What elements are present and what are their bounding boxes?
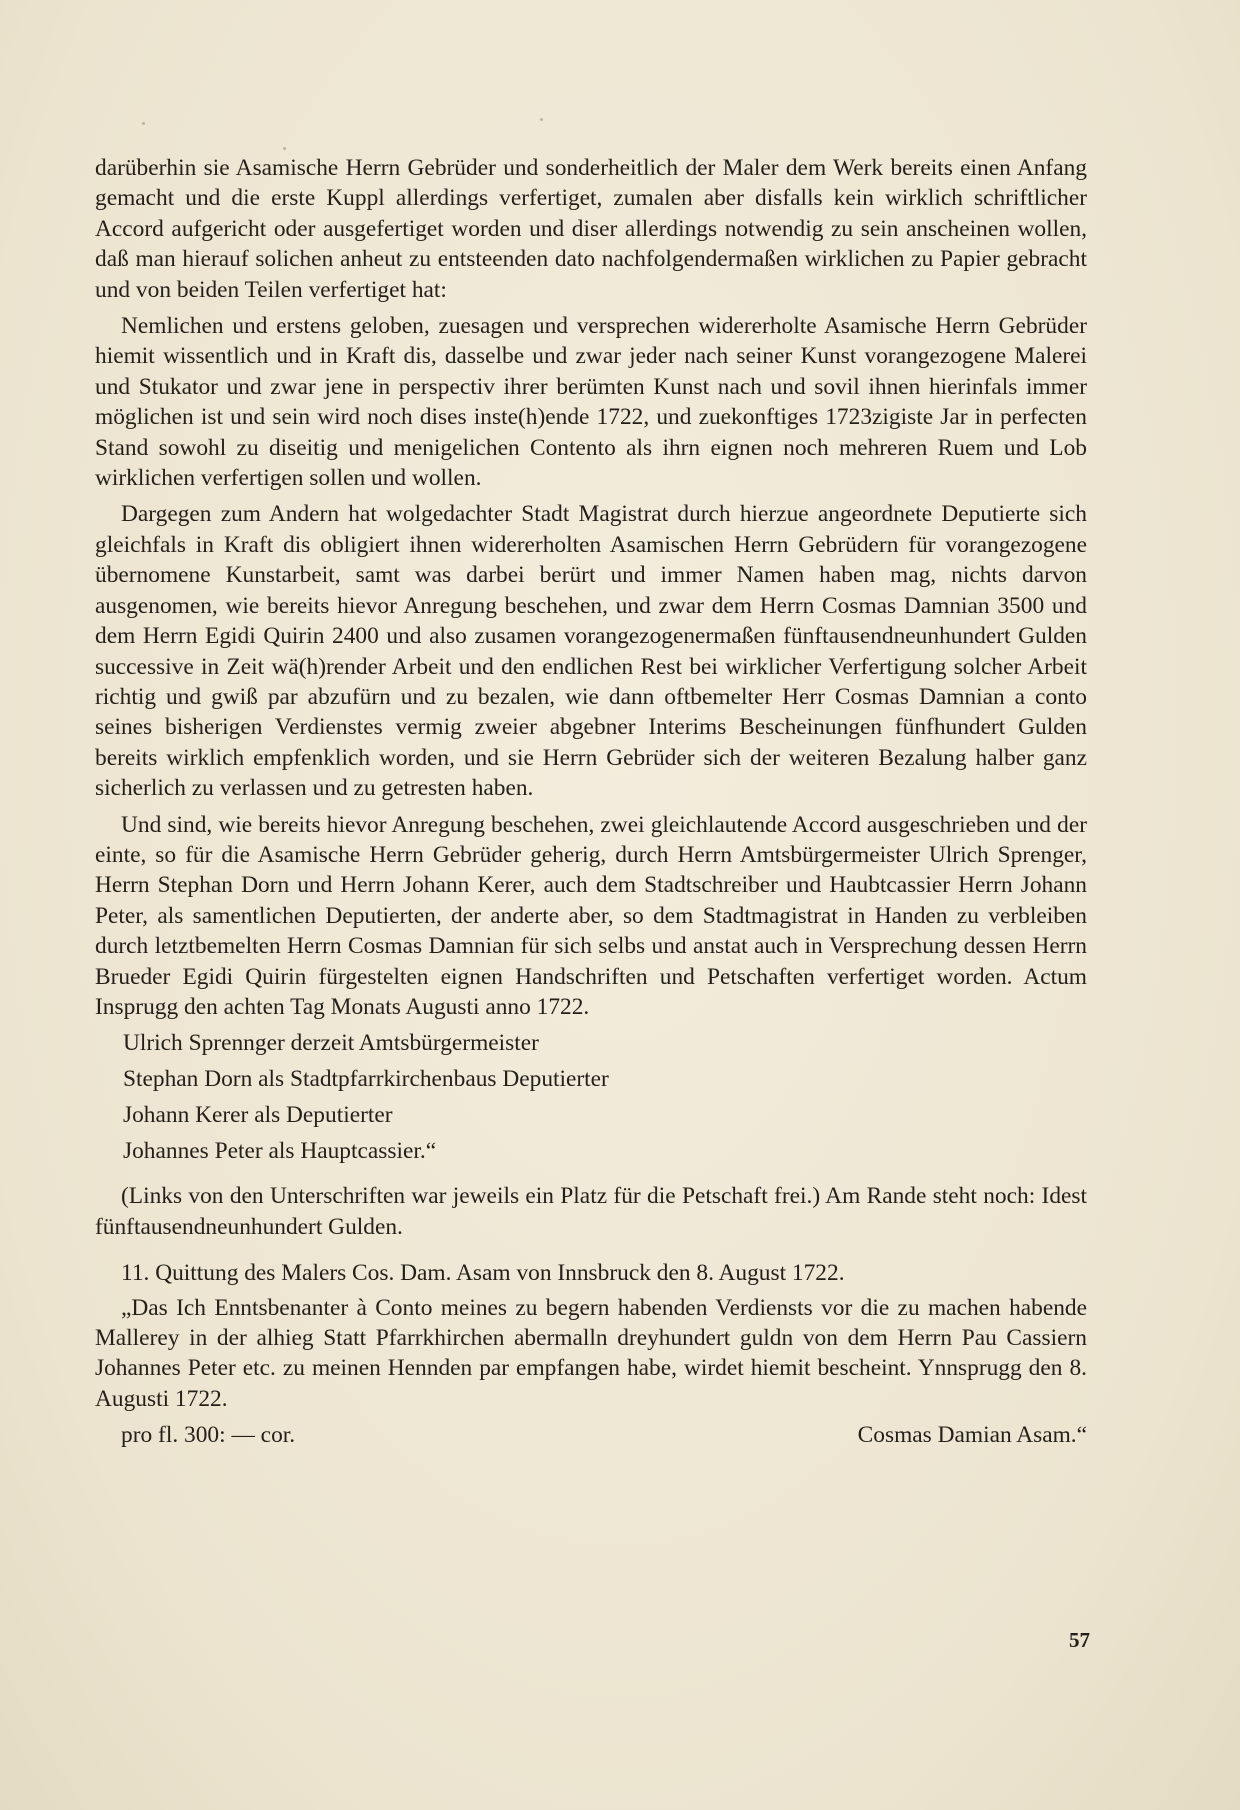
receipt-footer	[121, 1420, 1087, 1450]
signature-line: Ulrich Sprennger derzeit Amtsbürgermeister	[123, 1030, 539, 1057]
paper-speck	[283, 147, 286, 150]
receipt-text: „Das Ich Enntsbenanter à Conto meines zu begern habenden Verdiensts vor die zu machen habende Mallerey in der alhieg Statt Pfarrkhirchen abermalln dreyhundert guldn von dem Herrn Pau Cassiern Johannes Peter etc. zu meinen Hennden par empfangen habe, wirdet hiemit bescheint. Ynnsprugg den 8. Augusti 1722.	[95, 1294, 1087, 1412]
signature-line: Johann Kerer als Deputierter	[123, 1102, 393, 1129]
paper-speck	[142, 122, 145, 125]
editorial-note: (Links von den Unterschriften war jeweils ein Platz für die Petschaft frei.) Am Rande steht noch: Idest fünftausendneunhundert Gulden.	[95, 1183, 1087, 1240]
paper-speck	[540, 118, 543, 121]
paragraph: Dargegen zum Andern hat wolgedachter Stadt Magistrat durch hierzue angeordnete Deputierte sich gleichfals in Kraft dis obligiert ihnen widererholten Asamischen Herrn Gebrüdern für vorangezogene übernomene Kunstarbeit, samt was darbei berürt und immer Namen haben mag, nichts darvon ausgenomen, wie bereits hievor Anregung beschehen, und zwar dem Herrn Cosmas Damnian 3500 und dem Herrn Egidi Quirin 2400 und also zusamen vorangezogenermaßen fünftausendneunhundert Gulden successive in Zeit wä(h)render Arbeit und den endlichen Rest bei wirklicher Verfertigung solcher Arbeit richtig und gwiß par abzufürn und zu bezalen, wie dann oftbemelter Herr Cosmas Damnian a conto seines bisherigen Verdienstes vermig zweier abgebner Interims Bescheinungen fünfhundert Gulden bereits wirklich empfenklich worden, und sie Herrn Gebrüder sich der weiteren Bezalung halber ganz sicherlich zu verlassen und zu getresten haben.	[95, 501, 1087, 802]
paragraph: Und sind, wie bereits hievor Anregung beschehen, zwei gleichlautende Accord ausgeschrieben und der einte, so für die Asamische Herrn Gebrüder geherig, durch Herrn Amtsbürgermeister Ulrich Sprenger, Herrn Stephan Dorn und Herrn Johann Kerer, auch dem Stadtschreiber und Haubtcassier Herrn Johann Peter, als samentlichen Deputierten, der anderte aber, so dem Stadtmagistrat in Handen zu verbleiben durch letztbemelten Herrn Cosmas Damnian für sich selbs und anstat auch in Versprechung dessen Herrn Brueder Egidi Quirin fürgestelten eignen Handschriften und Petschaften verfertiget worden. Actum Insprugg den achten Tag Monats Augusti anno 1722.	[95, 811, 1087, 1020]
signature-line: Stephan Dorn als Stadtpfarrkirchenbaus Deputierter	[123, 1066, 609, 1093]
page-number: 57	[1069, 1628, 1090, 1652]
paragraph: Nemlichen und erstens geloben, zuesagen und versprechen widererholte Asamische Herrn Gebrüder hiemit wissentlich und in Kraft dis, dasselbe und zwar jeder nach seiner Kunst vorangezogene Malerei und Stukator und zwar jene in perspectiv ihrer berümten Kunst nach und sovil ihnen hierinfals immer möglichen ist und sein wird noch dises inste(h)ende 1722, und zuekonftiges 1723zigiste Jar in perfecten Stand sowohl zu diseitig und menigelichen Contento als ihrn eignen noch mehreren Ruem und Lob wirklichen verfertigen sollen und wollen.	[95, 313, 1087, 492]
receipt-amount: pro fl. 300: — cor.	[121, 1422, 296, 1449]
receipt-signature: Cosmas Damian Asam.“	[857, 1422, 1087, 1449]
paragraph: darüberhin sie Asamische Herrn Gebrüder und sonderheitlich der Maler dem Werk bereits einen Anfang gemacht und die erste Kuppl allerdings verfertiget, zumalen aber disfalls kein wirklich schriftlicher Accord aufgericht oder ausgefertiget worden und diser allerdings notwendig zu sein anscheinen wollen, daß man hierauf solichen anheut zu entsteenden dato nachfolgendermaßen wirklichen zu Papier gebracht und von beiden Teilen verfertiget hat:	[95, 155, 1087, 303]
body-text	[95, 153, 1087, 1451]
signature-line: Johannes Peter als Hauptcassier.“	[123, 1138, 437, 1165]
signature-list	[95, 1025, 1087, 1169]
section-heading: 11. Quittung des Malers Cos. Dam. Asam von Innsbruck den 8. August 1722.	[121, 1260, 845, 1287]
